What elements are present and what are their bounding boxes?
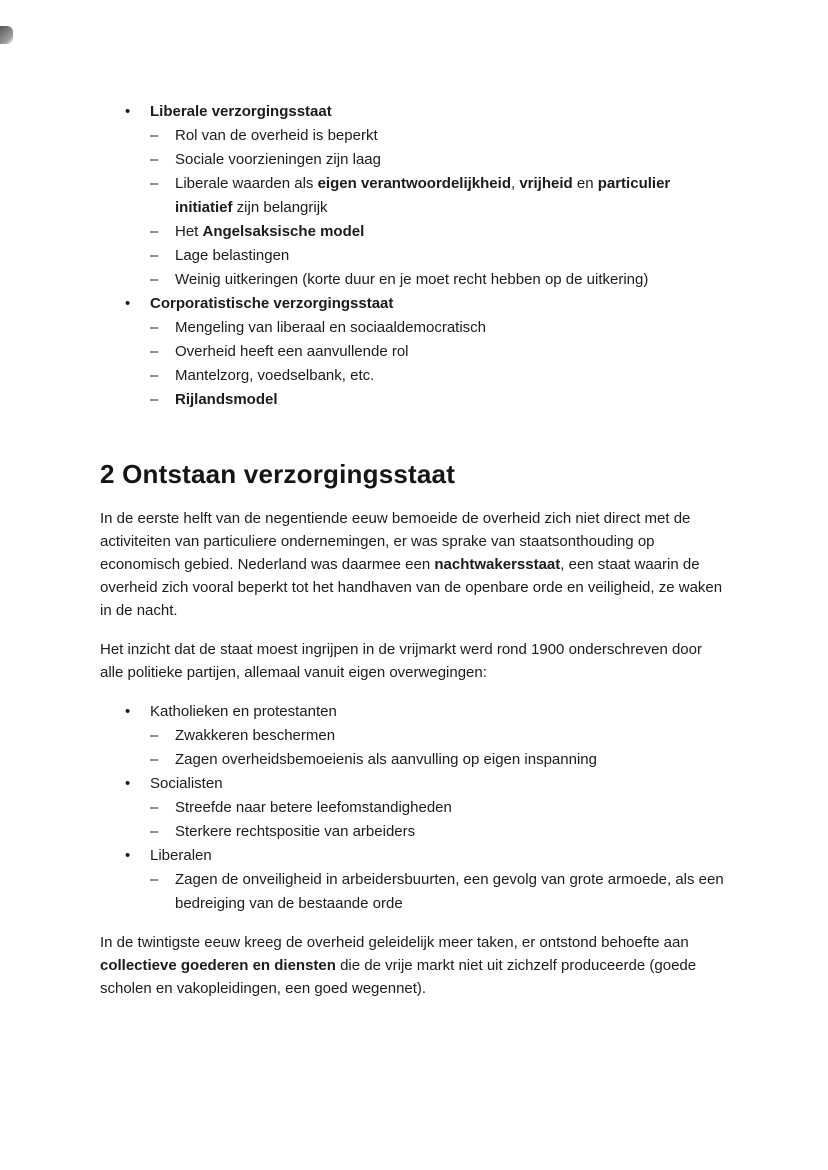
- dash-marker: –: [150, 750, 159, 768]
- sub-bullet-item: [100, 724, 728, 748]
- sub-bullet-text: Weinig uitkeringen (korte duur en je moet recht hebben op de uitkering): [175, 271, 649, 288]
- intro-paragraph: In de eerste helft van de negentiende eeuw bemoeide de overheid zich niet direct met de activiteiten van particuliere ondernemingen, er was sprake van staatsonthouding op economisch gebied. Nederland was daarmee een nachtwakersstaat, een staat waarin de overheid zich vooral beperkt tot het handhaven van de openbare orde en veiligheid, ze waken in de nacht.: [100, 509, 723, 619]
- dash-marker: –: [150, 726, 159, 744]
- dash-marker: –: [150, 175, 159, 192]
- bullet-item: [100, 100, 728, 124]
- sub-bullet-item: [100, 124, 728, 148]
- bullet-text: Katholieken en protestanten: [150, 702, 337, 720]
- sub-bullet-text: Mengeling van liberaal en sociaaldemocratisch: [175, 319, 487, 336]
- sub-bullet-text: Sociale voorzieningen zijn laag: [175, 151, 381, 168]
- sub-bullet-text: Zagen de onveiligheid in arbeidersbuurten, een gevolg van grote armoede, als een bedreiging van de bestaande orde: [175, 870, 724, 912]
- dash-marker: –: [150, 319, 159, 336]
- bullet-text: Socialisten: [150, 774, 223, 792]
- sub-bullet-item: [100, 244, 728, 268]
- dash-marker: –: [150, 798, 159, 816]
- sub-bullet-item: [100, 748, 728, 772]
- bullet-marker: •: [125, 774, 131, 792]
- political-parties-list: [100, 700, 728, 916]
- bullet-item: [100, 292, 728, 316]
- sub-bullet-item: [100, 268, 728, 292]
- sub-bullet-item: [100, 340, 728, 364]
- bullet-marker: •: [125, 103, 131, 120]
- dash-marker: –: [150, 223, 159, 240]
- sub-bullet-text: Mantelzorg, voedselbank, etc.: [175, 367, 375, 384]
- sub-bullet-item: [100, 796, 728, 820]
- welfare-state-types-list: [100, 100, 728, 412]
- bullet-item: [100, 844, 728, 868]
- sub-bullet-item: [100, 148, 728, 172]
- dash-marker: –: [150, 127, 159, 144]
- bullet-marker: •: [125, 702, 131, 720]
- bullet-text: Corporatistische verzorgingsstaat: [150, 295, 394, 312]
- sub-bullet-text: Zagen overheidsbemoeienis als aanvulling op eigen inspanning: [175, 750, 597, 768]
- sub-bullet-item: [100, 388, 728, 412]
- sub-bullet-text: Zwakkeren beschermen: [175, 726, 336, 744]
- sub-bullet-item: [100, 364, 728, 388]
- sub-bullet-item: [100, 316, 728, 340]
- sub-bullet-text: Sterkere rechtspositie van arbeiders: [175, 822, 416, 840]
- dash-marker: –: [150, 343, 159, 360]
- sub-bullet-item: [100, 820, 728, 844]
- dash-marker: –: [150, 391, 159, 408]
- bullet-text: Liberale verzorgingsstaat: [150, 103, 332, 120]
- scan-artifact: [0, 26, 13, 44]
- dash-marker: –: [150, 822, 159, 840]
- dash-marker: –: [150, 367, 159, 384]
- sub-bullet-item: [100, 172, 728, 220]
- bullet-text: Liberalen: [150, 846, 212, 864]
- bullet-item: [100, 772, 728, 796]
- bullet-marker: •: [125, 295, 131, 312]
- sub-bullet-text: Overheid heeft een aanvullende rol: [175, 343, 409, 360]
- bullet-item: [100, 700, 728, 724]
- sub-bullet-item: [100, 868, 728, 916]
- section-heading: 2 Ontstaan verzorgingsstaat: [100, 459, 456, 489]
- insight-paragraph: Het inzicht dat de staat moest ingrijpen in de vrijmarkt werd rond 1900 onderschreven door alle politieke partijen, allemaal vanuit eigen overwegingen:: [100, 640, 702, 681]
- sub-bullet-text: Rijlandsmodel: [175, 391, 278, 408]
- dash-marker: –: [150, 870, 159, 888]
- sub-bullet-text: Lage belastingen: [175, 247, 290, 264]
- dash-marker: –: [150, 271, 159, 288]
- sub-bullet-text: Streefde naar betere leefomstandigheden: [175, 798, 452, 816]
- bullet-marker: •: [125, 846, 131, 864]
- sub-bullet-text: Het Angelsaksische model: [175, 223, 365, 240]
- closing-paragraph: In de twintigste eeuw kreeg de overheid geleidelijk meer taken, er ontstond behoefte aan collectieve goederen en diensten die de vrije markt niet uit zichzelf produceerde (goede scholen en vakopleidingen, een goed wegennet).: [100, 933, 697, 997]
- sub-bullet-text: Liberale waarden als eigen verantwoordelijkheid, vrijheid en particulier initiatief zijn belangrijk: [175, 175, 671, 216]
- dash-marker: –: [150, 247, 159, 264]
- sub-bullet-text: Rol van de overheid is beperkt: [175, 127, 378, 144]
- sub-bullet-item: [100, 220, 728, 244]
- dash-marker: –: [150, 151, 159, 168]
